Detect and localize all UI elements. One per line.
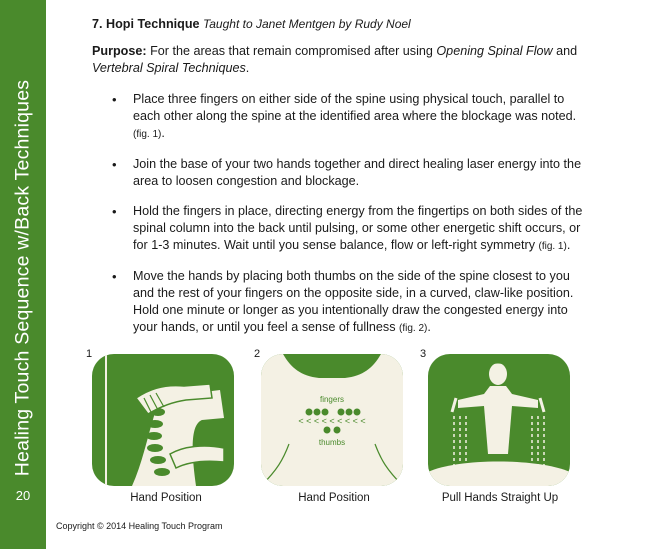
step-text: Place three fingers on either side of the spine using physical touch, parallel to each other along the spine at the identified area where the blockage was noted.: [133, 92, 577, 123]
copyright: Copyright © 2014 Healing Touch Program: [56, 521, 223, 531]
steps-list: [92, 91, 592, 337]
pull-hands-up-illustration: [428, 354, 570, 486]
list-item: [92, 156, 592, 190]
figure-caption: Hand Position: [298, 492, 370, 504]
step-text: Move the hands by placing both thumbs on the side of the spine closest to you and the rest of your fingers on the opposite side, in a curved, claw-like position. Hold one minute or longer as you intentionally draw the congested energy into your hands, or until you feel a sense of fullness: [133, 269, 574, 334]
technique-title: 7. Hopi Technique: [92, 17, 200, 31]
figure-caption: Hand Position: [130, 492, 202, 504]
bullet-icon: •: [112, 269, 117, 284]
section-heading: [92, 16, 592, 33]
purpose-text: For the areas that remain compromised after using: [146, 44, 437, 58]
purpose-ref-opening-spinal-flow: Opening Spinal Flow: [436, 44, 553, 58]
step-text: Hold the fingers in place, directing energy from the fingertips on both sides of the spinal column into the back until pulsing, or some other energetic shift occurs, or for 1-3 minutes. Wait until you sense balance, flow or left-right symmetry: [133, 204, 583, 252]
figure-ref: (fig. 1): [538, 241, 567, 252]
bullet-icon: •: [112, 204, 117, 219]
technique-credit: Taught to Janet Mentgen by Rudy Noel: [203, 17, 411, 31]
back-diagram: [261, 354, 403, 486]
fingers-label: fingers: [319, 395, 345, 404]
figure-caption: Pull Hands Straight Up: [441, 492, 559, 504]
list-item: [92, 203, 592, 255]
figure-2-illustration: [261, 354, 403, 486]
figure-ref: (fig. 1): [133, 129, 162, 140]
sidebar: [0, 0, 46, 549]
figure-3-illustration: [428, 354, 570, 486]
purpose-text: .: [245, 61, 250, 75]
step-tail: .: [566, 238, 571, 252]
purpose-text: and: [552, 44, 578, 58]
arrow-row: < < < < < < < < <: [298, 416, 366, 426]
purpose-label: Purpose:: [92, 44, 147, 58]
bullet-icon: •: [112, 157, 117, 172]
hands-on-spine-illustration: [92, 354, 234, 486]
list-item: [92, 91, 592, 143]
step-text: Join the base of your two hands together and direct healing laser energy into the area to loosen congestion and blockage.: [133, 157, 582, 188]
figure-number: 2: [254, 348, 261, 360]
figure-number: 3: [420, 348, 427, 360]
step-tail: .: [161, 126, 165, 140]
main-content: [92, 16, 592, 350]
purpose-paragraph: [92, 43, 592, 77]
figure-ref: (fig. 2): [399, 323, 428, 334]
figure-number: 1: [86, 348, 93, 360]
sidebar-title: Healing Touch Sequence w/Back Techniques: [11, 79, 34, 477]
purpose-ref-vertebral-spiral: Vertebral Spiral Techniques: [92, 61, 246, 75]
bullet-icon: •: [112, 92, 117, 107]
step-tail: .: [427, 320, 431, 334]
thumbs-label: thumbs: [318, 438, 346, 447]
list-item: [92, 268, 592, 337]
page-number: 20: [15, 488, 31, 503]
figure-1-illustration: [92, 354, 234, 486]
